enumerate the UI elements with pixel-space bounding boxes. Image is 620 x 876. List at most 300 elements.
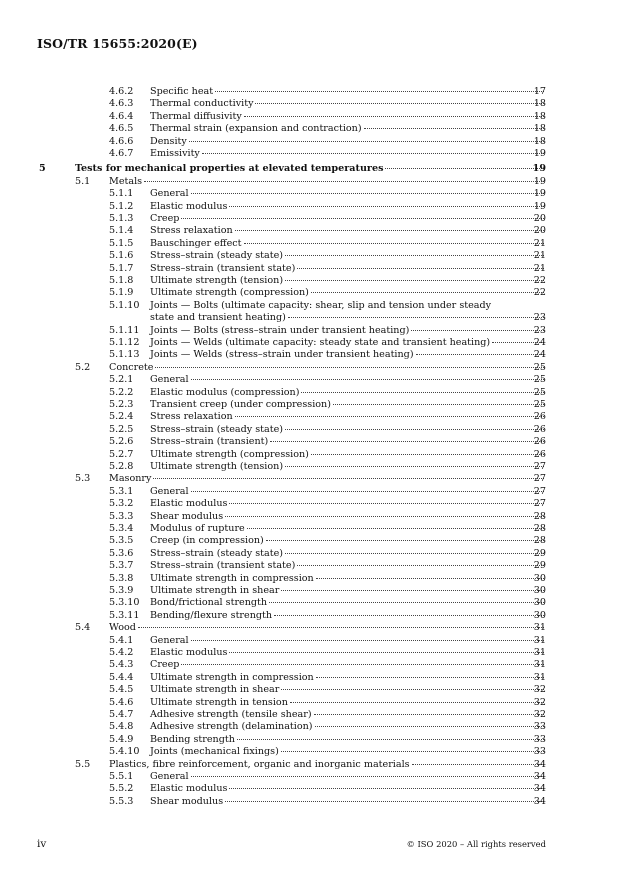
toc-entry-number: 5.3.8 <box>109 572 134 584</box>
toc-entry-number: 5.1.8 <box>109 275 134 286</box>
toc-entry[interactable] <box>0 560 620 572</box>
copyright-notice: © ISO 2020 – All rights reserved <box>406 839 546 849</box>
toc-entry-number: 5.3.9 <box>109 585 134 596</box>
toc-entry-page: 26 <box>533 436 546 448</box>
toc-entry[interactable] <box>0 374 620 386</box>
toc-entry-title <box>150 498 546 510</box>
toc-entry-title <box>150 783 546 795</box>
toc-entry[interactable] <box>0 721 620 733</box>
toc-entry-number: 5.1.7 <box>109 262 134 274</box>
toc-entry-number: 5.1.1 <box>109 188 134 200</box>
toc-entry-page: 27 <box>533 485 546 497</box>
toc-entry-title <box>150 387 546 399</box>
toc-entry[interactable] <box>0 672 620 684</box>
toc-entry-title <box>150 659 546 671</box>
toc-entry-number: 5.5 <box>75 758 91 770</box>
toc-entry-title-text: Creep (in compression) <box>150 535 264 547</box>
toc-entry-title <box>150 238 546 250</box>
toc-entry-title-text: Metals <box>109 175 143 187</box>
toc-entry-page: 19 <box>533 175 546 187</box>
toc-entry-page: 31 <box>533 659 546 671</box>
toc-entry-page: 21 <box>533 237 546 249</box>
toc-entry-page: 27 <box>533 498 546 510</box>
toc-entry[interactable] <box>0 486 620 498</box>
toc-entry[interactable] <box>0 461 620 473</box>
toc-entry-page: 25 <box>533 361 546 373</box>
toc-entry[interactable] <box>0 325 620 337</box>
toc-entry-title-text: Thermal diffusivity <box>150 110 242 122</box>
toc-entry-title <box>150 734 546 746</box>
toc-entry-page: 31 <box>533 622 546 634</box>
toc-entry-number: 5.3.7 <box>109 560 134 572</box>
toc-entry-title <box>150 213 546 225</box>
toc-entry-page: 32 <box>533 684 546 696</box>
toc-entry-title-text: Joints — Bolts (stress–strain under transient heating) <box>150 324 410 336</box>
toc-entry-page: 34 <box>533 783 546 795</box>
toc-entry-number: 5.3.3 <box>109 510 134 522</box>
toc-entry-number: 5.1 <box>75 175 91 187</box>
toc-dot-leader <box>285 255 544 256</box>
toc-entry-page: 19 <box>533 148 546 159</box>
toc-entry[interactable] <box>0 250 620 262</box>
toc-entry-page: 26 <box>533 423 546 435</box>
toc-entry-title-text: General <box>150 485 189 497</box>
toc-dot-leader <box>244 116 544 117</box>
toc-entry-title <box>150 511 546 523</box>
toc-entry[interactable] <box>0 473 620 485</box>
toc-entry-title <box>150 399 546 411</box>
toc-dot-leader <box>189 141 544 142</box>
toc-entry-number: 5.2.2 <box>109 386 134 398</box>
toc-entry-page: 27 <box>533 461 546 472</box>
toc-dot-leader <box>316 677 544 678</box>
toc-dot-leader <box>297 565 544 566</box>
toc-entry-page: 22 <box>533 275 546 286</box>
toc-entry[interactable] <box>0 312 620 324</box>
toc-entry-number: 5.4.1 <box>109 634 134 646</box>
toc-dot-leader <box>285 466 544 467</box>
toc-dot-leader <box>225 516 544 517</box>
toc-dot-leader <box>411 330 544 331</box>
toc-entry-page: 28 <box>533 535 546 547</box>
toc-entry[interactable] <box>0 796 620 808</box>
toc-entry-number: 5.3.5 <box>109 535 134 547</box>
toc-entry[interactable] <box>0 436 620 448</box>
toc-entry-number: 5.2.7 <box>109 448 134 460</box>
toc-entry-title-text: Joints — Welds (stress–strain under transient heating) <box>150 349 414 361</box>
toc-entry-title-text: Density <box>150 135 187 147</box>
toc-entry-title <box>150 697 546 709</box>
toc-entry-title <box>150 548 546 560</box>
toc-entry-title <box>150 560 546 572</box>
toc-dot-leader <box>191 491 544 492</box>
toc-entry-page: 19 <box>532 162 546 174</box>
toc-entry[interactable] <box>0 176 620 188</box>
toc-entry[interactable] <box>0 263 620 275</box>
toc-entry-title <box>150 98 546 110</box>
toc-entry[interactable] <box>0 188 620 200</box>
toc-entry-number: 4.6.7 <box>109 148 134 159</box>
toc-entry-number: 5.4.6 <box>109 696 134 708</box>
toc-entry-title <box>150 721 546 733</box>
toc-entry[interactable] <box>0 734 620 746</box>
toc-entry-title <box>109 622 546 634</box>
toc-entry-title <box>150 486 546 498</box>
toc-entry[interactable] <box>0 449 620 461</box>
toc-dot-leader <box>191 640 544 641</box>
toc-entry[interactable] <box>0 136 620 148</box>
toc-entry-number: 5.1.4 <box>109 225 134 237</box>
toc-entry-page: 26 <box>533 448 546 460</box>
toc-entry-number: 5.4.3 <box>109 659 134 671</box>
toc-entry-number: 5.4.5 <box>109 684 134 696</box>
toc-entry-title-text: Creep <box>150 659 180 671</box>
toc-entry-title-text: Shear modulus <box>150 510 224 522</box>
toc-entry-title-text: Plastics, fibre reinforcement, organic and inorganic materials <box>109 758 410 770</box>
toc-entry-page: 20 <box>533 225 546 237</box>
toc-entry-number: 5.3.2 <box>109 498 134 510</box>
toc-dot-leader <box>266 540 544 541</box>
toc-entry-page: 30 <box>533 585 546 596</box>
toc-entry-page: 19 <box>533 200 546 212</box>
toc-entry-title <box>150 225 546 237</box>
toc-dot-leader <box>155 367 544 368</box>
toc-entry-page: 20 <box>533 213 546 224</box>
document-identifier: ISO/TR 15655:2020(E) <box>37 36 198 51</box>
toc-dot-leader <box>416 354 544 355</box>
toc-entry-title-text: Wood <box>109 622 136 634</box>
toc-entry-title-text: Stress–strain (transient state) <box>150 560 296 572</box>
toc-entry[interactable] <box>0 548 620 560</box>
toc-entry-title-text: Stress–strain (steady state) <box>150 423 284 435</box>
toc-entry[interactable] <box>0 123 620 135</box>
toc-entry-title <box>150 709 546 721</box>
toc-dot-leader <box>237 739 544 740</box>
toc-entry-number: 5.1.11 <box>109 324 140 336</box>
toc-dot-leader <box>316 578 544 579</box>
toc-entry-page: 18 <box>533 98 546 110</box>
toc-entry-page: 23 <box>533 324 546 336</box>
toc-entry-title-text: Masonry <box>109 473 152 485</box>
toc-entry[interactable] <box>0 86 620 98</box>
toc-dot-leader <box>229 652 544 653</box>
toc-entry-title-text: Concrete <box>109 361 154 373</box>
toc-entry-title-text: General <box>150 374 189 386</box>
toc-entry-title-text: Elastic modulus (compression) <box>150 386 300 398</box>
toc-entry-page: 21 <box>533 262 546 274</box>
toc-entry-title-text: Stress relaxation <box>150 225 233 237</box>
toc-entry-title-text: General <box>150 634 189 646</box>
toc-entry-title-text: Emissivity <box>150 148 200 159</box>
toc-entry-number: 5.3.4 <box>109 523 134 534</box>
toc-entry-title-text: Modulus of rupture <box>150 523 245 534</box>
toc-entry-page: 26 <box>533 411 546 423</box>
toc-entry[interactable] <box>0 225 620 237</box>
toc-entry[interactable] <box>0 387 620 399</box>
toc-entry-title <box>109 362 546 374</box>
toc-entry[interactable] <box>0 771 620 783</box>
toc-dot-leader <box>288 317 544 318</box>
toc-dot-leader <box>364 128 544 129</box>
toc-entry-number: 4.6.6 <box>109 135 134 147</box>
toc-entry-title <box>150 585 546 597</box>
toc-entry-title <box>150 312 546 324</box>
toc-entry[interactable] <box>0 238 620 250</box>
toc-entry-page: 18 <box>533 123 546 135</box>
toc-entry[interactable] <box>0 163 620 175</box>
toc-entry-number: 5.1.9 <box>109 287 134 299</box>
toc-entry-page: 32 <box>533 696 546 708</box>
toc-dot-leader <box>301 392 544 393</box>
toc-entry-title-text: Ultimate strength in compression <box>150 671 314 683</box>
toc-entry[interactable] <box>0 585 620 597</box>
toc-dot-leader <box>215 91 544 92</box>
toc-dot-leader <box>281 751 544 752</box>
toc-entry-number: 4.6.2 <box>109 86 134 97</box>
toc-entry[interactable] <box>0 535 620 547</box>
toc-entry-title <box>150 635 546 647</box>
toc-entry-title <box>150 188 546 200</box>
toc-entry-number: 5.2.1 <box>109 374 134 386</box>
toc-entry-page: 27 <box>533 473 546 485</box>
toc-dot-leader <box>235 416 544 417</box>
toc-entry-number: 5.2.4 <box>109 411 134 423</box>
toc-entry-title-text: Joints — Welds (ultimate capacity: steady state and transient heating) <box>150 337 491 348</box>
toc-entry-page: 30 <box>533 609 546 621</box>
toc-entry-number: 4.6.3 <box>109 98 134 110</box>
toc-entry-title <box>109 473 546 485</box>
toc-entry-page: 24 <box>533 349 546 361</box>
toc-entry-page: 34 <box>533 771 546 782</box>
toc-dot-leader <box>270 441 544 442</box>
toc-dot-leader <box>315 726 544 727</box>
toc-entry-title-text: Shear modulus <box>150 795 224 807</box>
toc-entry-title-text: Ultimate strength (tension) <box>150 461 284 472</box>
toc-entry-title <box>150 523 546 535</box>
toc-entry-title-text: Ultimate strength (compression) <box>150 448 309 460</box>
toc-entry-number: 5.5.1 <box>109 771 134 782</box>
toc-entry-title <box>150 597 546 609</box>
toc-entry-page: 33 <box>533 746 546 758</box>
toc-dot-leader <box>229 206 544 207</box>
toc-entry[interactable] <box>0 424 620 436</box>
toc-entry-page: 19 <box>533 188 546 200</box>
toc-dot-leader <box>191 193 544 194</box>
toc-dot-leader <box>285 553 544 554</box>
toc-entry-title-text: Ultimate strength in tension <box>150 696 288 708</box>
toc-entry-page: 24 <box>533 337 546 348</box>
toc-entry[interactable] <box>0 98 620 110</box>
toc-entry[interactable] <box>0 399 620 411</box>
page-number: iv <box>37 838 47 850</box>
toc-entry-title <box>150 349 546 361</box>
toc-entry-title <box>150 610 546 622</box>
toc-entry-page: 30 <box>533 597 546 609</box>
toc-entry-title <box>150 436 546 448</box>
toc-entry-title <box>109 759 546 771</box>
toc-entry-page: 32 <box>533 709 546 720</box>
toc-entry-title <box>150 535 546 547</box>
toc-entry-title-text: Elastic modulus <box>150 498 228 510</box>
toc-dot-leader <box>144 181 544 182</box>
toc-entry-number: 5.5.3 <box>109 795 134 807</box>
toc-dot-leader <box>314 714 544 715</box>
toc-entry-number: 5.4 <box>75 622 91 634</box>
toc-entry[interactable] <box>0 573 620 585</box>
toc-entry-number: 5.1.2 <box>109 200 134 212</box>
toc-entry-title <box>150 123 546 135</box>
toc-dot-leader <box>235 230 544 231</box>
toc-entry-page: 30 <box>533 572 546 584</box>
toc-entry-number: 5.4.10 <box>109 746 140 758</box>
toc-entry[interactable] <box>0 111 620 123</box>
toc-entry-title <box>150 672 546 684</box>
toc-entry[interactable] <box>0 759 620 771</box>
toc-entry[interactable] <box>0 213 620 225</box>
toc-entry-number: 5 <box>39 162 46 174</box>
toc-dot-leader <box>181 664 544 665</box>
toc-dot-leader <box>202 153 544 154</box>
toc-entry[interactable] <box>0 362 620 374</box>
toc-entry[interactable] <box>0 148 620 160</box>
toc-entry[interactable] <box>0 659 620 671</box>
toc-entry-title-text: Creep <box>150 213 180 224</box>
toc-entry[interactable] <box>0 201 620 213</box>
toc-entry-title <box>150 337 546 349</box>
toc-entry-title-text: Ultimate strength in compression <box>150 572 314 584</box>
toc-entry-number: 5.1.13 <box>109 349 140 361</box>
toc-entry-title <box>150 263 546 275</box>
toc-entry-page: 33 <box>533 733 546 745</box>
toc-entry[interactable] <box>0 597 620 609</box>
toc-entry-title <box>150 461 546 473</box>
toc-entry[interactable] <box>0 287 620 299</box>
toc-entry-title-text: General <box>150 771 189 782</box>
toc-entry-number: 5.3 <box>75 473 91 485</box>
toc-entry-title <box>150 374 546 386</box>
toc-entry-number: 5.2.5 <box>109 423 134 435</box>
toc-dot-leader <box>297 268 544 269</box>
toc-entry[interactable] <box>0 783 620 795</box>
toc-entry[interactable] <box>0 300 620 312</box>
toc-entry-title-text: Stress–strain (transient state) <box>150 262 296 274</box>
toc-entry[interactable] <box>0 622 620 634</box>
toc-entry-number: 5.2 <box>75 361 91 373</box>
toc-entry-number: 5.2.6 <box>109 436 134 448</box>
toc-entry-page: 25 <box>533 374 546 386</box>
toc-dot-leader <box>281 590 544 591</box>
toc-dot-leader <box>244 243 544 244</box>
toc-entry-title <box>150 201 546 213</box>
toc-dot-leader <box>412 764 544 765</box>
toc-dot-leader <box>385 168 544 169</box>
toc-entry[interactable] <box>0 337 620 349</box>
toc-entry-title-text: Elastic modulus <box>150 783 228 795</box>
toc-entry-title-text: Ultimate strength in shear <box>150 585 280 596</box>
toc-dot-leader <box>285 280 544 281</box>
toc-entry-number: 5.4.2 <box>109 647 134 658</box>
toc-entry-title <box>150 573 546 585</box>
toc-entry-title <box>150 136 546 148</box>
toc-entry-title <box>150 684 546 696</box>
toc-entry[interactable] <box>0 498 620 510</box>
toc-dot-leader <box>229 503 544 504</box>
toc-entry-title <box>150 250 546 262</box>
toc-dot-leader <box>225 801 544 802</box>
toc-entry-page: 34 <box>533 758 546 770</box>
toc-entry-page: 17 <box>533 86 546 97</box>
toc-dot-leader <box>153 478 544 479</box>
toc-entry-page: 31 <box>533 671 546 683</box>
toc-entry-number: 5.1.3 <box>109 213 134 224</box>
toc-entry[interactable] <box>0 610 620 622</box>
toc-entry-number: 5.1.5 <box>109 237 134 249</box>
toc-entry[interactable] <box>0 746 620 758</box>
toc-entry[interactable] <box>0 684 620 696</box>
toc-entry-number: 5.4.8 <box>109 721 134 733</box>
toc-entry-title-text: Transient creep (under compression) <box>150 399 331 410</box>
toc-entry-title <box>150 746 546 758</box>
toc-entry[interactable] <box>0 511 620 523</box>
toc-entry-number: 5.2.8 <box>109 461 134 472</box>
toc-entry-page: 34 <box>533 795 546 807</box>
toc-dot-leader <box>191 379 544 380</box>
toc-entry-page: 25 <box>533 399 546 410</box>
toc-dot-leader <box>181 218 544 219</box>
toc-entry-number: 5.5.2 <box>109 783 134 795</box>
toc-entry-title <box>75 163 546 175</box>
toc-entry-title-text: Elastic modulus <box>150 647 228 658</box>
toc-entry-title-text: Bending strength <box>150 733 235 745</box>
toc-dot-leader <box>247 528 544 529</box>
toc-entry-page: 31 <box>533 647 546 658</box>
toc-entry-page: 28 <box>533 510 546 522</box>
toc-dot-leader <box>333 404 544 405</box>
toc-entry[interactable] <box>0 709 620 721</box>
toc-entry[interactable] <box>0 411 620 423</box>
toc-dot-leader <box>311 292 544 293</box>
toc-entry-number: 5.1.6 <box>109 250 134 262</box>
toc-entry-title-text: Thermal strain (expansion and contraction) <box>150 123 362 135</box>
toc-entry-title-text: Tests for mechanical properties at elevated temperatures <box>75 162 384 174</box>
toc-entry[interactable] <box>0 697 620 709</box>
toc-dot-leader <box>290 702 544 703</box>
toc-entry-page: 22 <box>533 287 546 299</box>
toc-entry-title <box>150 424 546 436</box>
toc-entry-title-text: Bending/flexure strength <box>150 609 273 621</box>
toc-entry-title-text: Stress–strain (transient) <box>150 436 269 448</box>
toc-entry-number: 5.3.10 <box>109 597 140 609</box>
toc-entry[interactable] <box>0 523 620 535</box>
toc-entry-title <box>150 449 546 461</box>
toc-entry[interactable] <box>0 275 620 287</box>
toc-dot-leader <box>255 103 544 104</box>
toc-entry-title-text: Bauschinger effect <box>150 237 242 249</box>
toc-entry-page: 21 <box>533 250 546 262</box>
toc-entry-page: 29 <box>533 560 546 572</box>
toc-entry[interactable] <box>0 647 620 659</box>
toc-entry-page: 31 <box>533 634 546 646</box>
toc-entry-title-text: General <box>150 188 189 200</box>
toc-entry-number: 5.1.12 <box>109 337 140 348</box>
toc-entry-title-text: Ultimate strength in shear <box>150 684 280 696</box>
toc-entry-title-text: Ultimate strength (compression) <box>150 287 309 299</box>
toc-entry[interactable] <box>0 349 620 361</box>
toc-entry-title-text: Stress–strain (steady state) <box>150 250 284 262</box>
toc-dot-leader <box>311 454 544 455</box>
toc-entry-page: 33 <box>533 721 546 733</box>
toc-entry[interactable] <box>0 635 620 647</box>
